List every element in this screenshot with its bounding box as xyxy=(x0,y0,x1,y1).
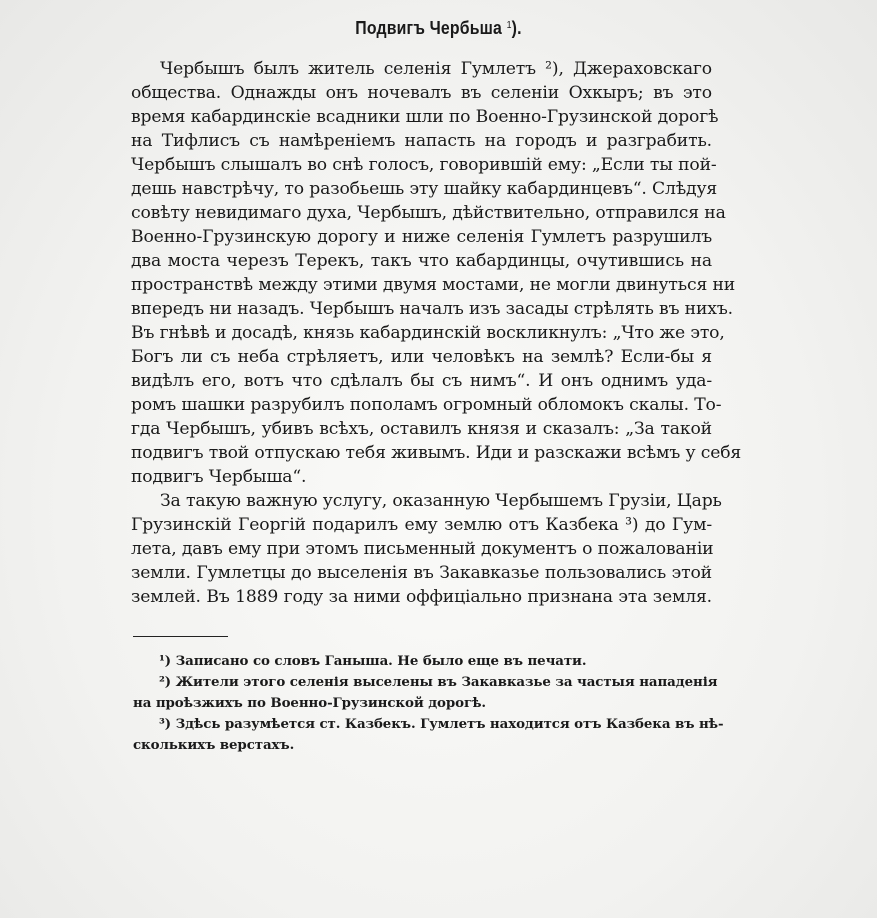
text-line: землей. Въ 1889 году за ними оффиціально признана эта земля. xyxy=(131,587,712,607)
footnote-2 xyxy=(133,672,718,714)
text-line: Богъ ли съ неба стрѣляетъ, или человѣкъ на землѣ? Если-бы я xyxy=(131,347,712,367)
text-line: подвигъ твой отпускаю тебя живымъ. Иди и разскажи всѣмъ у себя xyxy=(131,443,742,463)
text-line: видѣлъ его, вотъ что сдѣлалъ бы съ нимъ“. И онъ однимъ уда- xyxy=(131,371,712,391)
footnote-line: ¹) Записано со словъ Ганыша. Не было еще въ печати. xyxy=(159,653,587,669)
footnote-line: ²) Жители этого селенія выселены въ Закавказье за частыя нападенія xyxy=(159,674,718,690)
text-line: земли. Гумлетцы до выселенія въ Закавказье пользовались этой xyxy=(131,563,712,583)
page-title xyxy=(53,18,825,39)
text-line: ромъ шашки разрубилъ пополамъ огромный обломокъ скалы. То- xyxy=(131,395,722,415)
footnote-line: на проѣзжихъ по Военно-Грузинской дорогѣ. xyxy=(133,695,486,711)
text-line: время кабардинскіе всадники шли по Военно-Грузинской дорогѣ xyxy=(131,107,719,127)
text-line: общества. Однажды онъ ночевалъ въ селеніи Охкыръ; въ это xyxy=(131,83,712,103)
footnote-line: сколькихъ верстахъ. xyxy=(133,737,295,753)
paragraph-2 xyxy=(131,489,722,609)
title-footnote-ref: 1 xyxy=(506,20,512,31)
text-line: на Тифлисъ съ намѣреніемъ напасть на городъ и разграбить. xyxy=(131,131,712,151)
text-line: Военно-Грузинскую дорогу и ниже селенія Гумлетъ разрушилъ xyxy=(131,227,712,247)
text-line: гда Чербышъ, убивъ всѣхъ, оставилъ князя и сказалъ: „За такой xyxy=(131,419,712,439)
text-line: совѣту невидимаго духа, Чербышъ, дѣйствительно, отправился на xyxy=(131,203,726,223)
title-suffix: ). xyxy=(511,18,522,38)
text-line: За такую важную услугу, оказанную Чербышемъ Грузіи, Царь xyxy=(160,491,722,511)
paragraph-1 xyxy=(131,57,742,489)
text-line: Чербышъ слышалъ во снѣ голосъ, говорившій ему: „Если ты пой- xyxy=(131,155,717,175)
text-line: Грузинскій Георгій подарилъ ему землю отъ Казбека ³) до Гум- xyxy=(131,515,712,535)
body-text xyxy=(131,57,742,609)
footnote-1 xyxy=(133,651,714,672)
text-line: подвигъ Чербыша“. xyxy=(131,467,307,487)
text-line: впередъ ни назадъ. Чербышъ началъ изъ засады стрѣлять въ нихъ. xyxy=(131,299,733,319)
text-line: лета, давъ ему при этомъ письменный документъ о пожалованіи xyxy=(131,539,714,559)
footnote-line: ³) Здѣсь разумѣется ст. Казбекъ. Гумлетъ находится отъ Казбека въ нѣ- xyxy=(159,716,724,732)
text-line: дешь навстрѣчу, то разобьешь эту шайку кабардинцевъ“. Слѣдуя xyxy=(131,179,718,199)
text-line: Въ гнѣвѣ и досадѣ, князь кабардинскій воскликнулъ: „Что же это, xyxy=(131,323,725,343)
footnotes xyxy=(133,651,724,756)
text-line: пространствѣ между этими двумя мостами, не могли двинуться ни xyxy=(131,275,736,295)
footnote-separator xyxy=(133,636,228,637)
footnote-3 xyxy=(133,714,724,756)
text-line: два моста черезъ Терекъ, такъ что кабардинцы, очутившись на xyxy=(131,251,712,271)
title-text: Подвигъ Чербьша xyxy=(355,18,503,38)
text-line: Чербышъ былъ житель селенія Гумлетъ ²), Джераховскаго xyxy=(160,59,712,79)
